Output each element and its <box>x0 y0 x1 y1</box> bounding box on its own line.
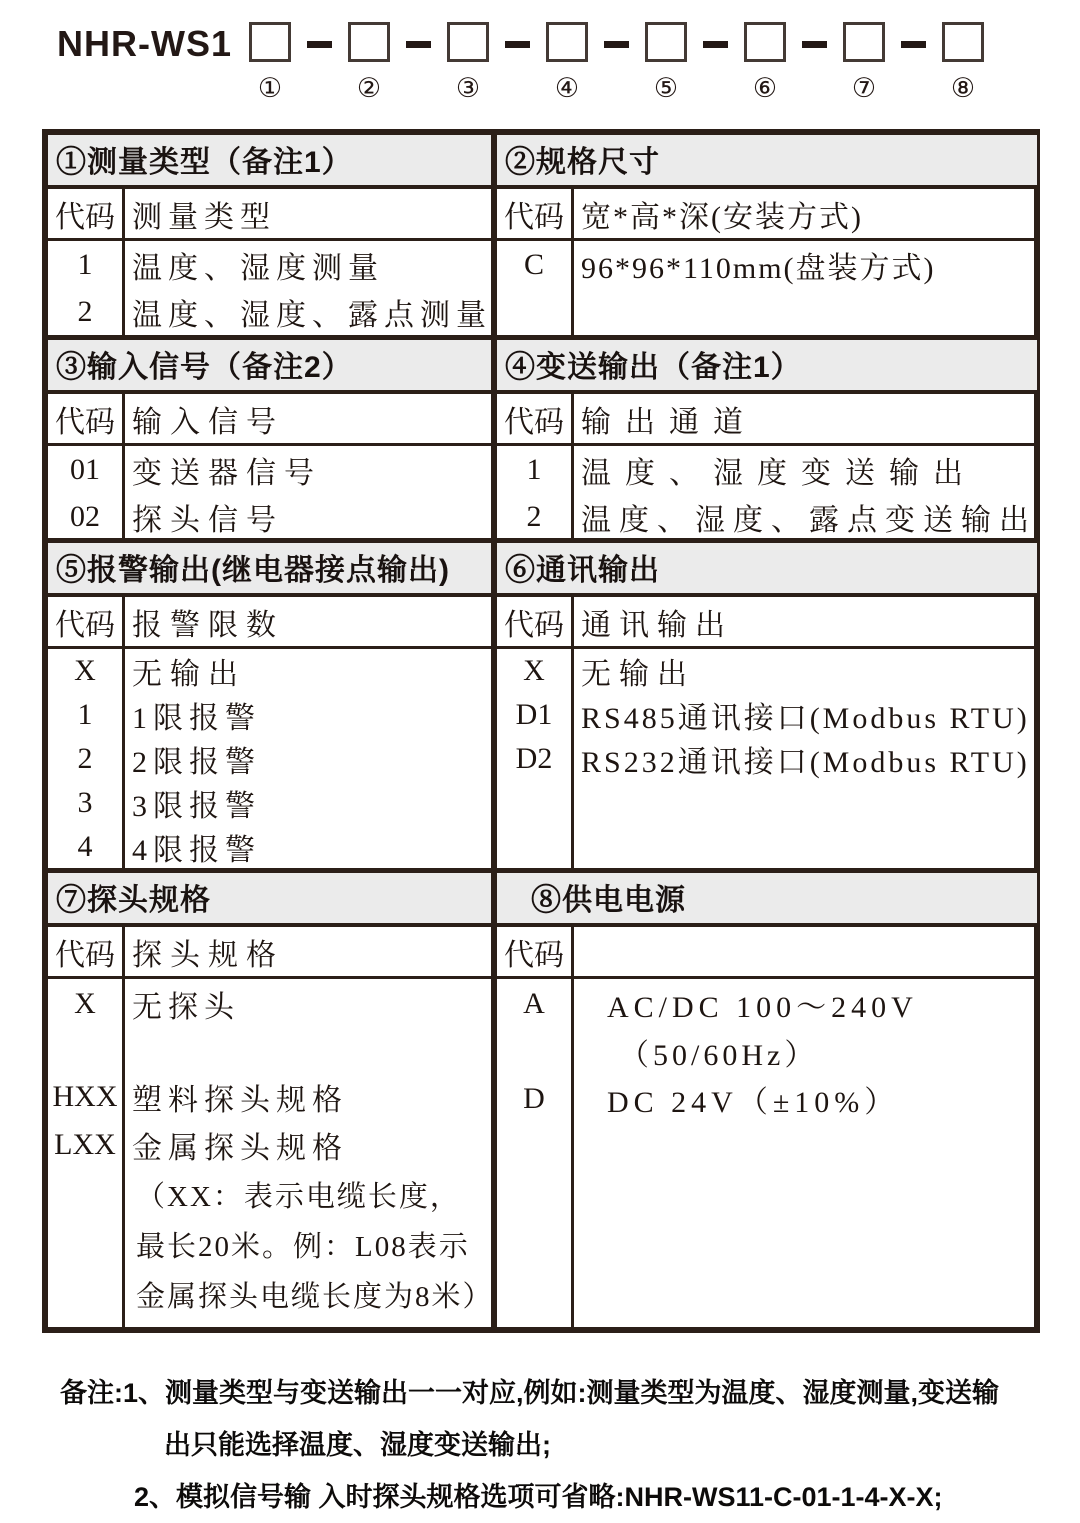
table-row <box>48 781 491 825</box>
desc-cell: 无探头 <box>132 991 240 1024</box>
table-header-row <box>48 394 491 446</box>
section-power-supply <box>497 868 1037 1327</box>
section-body <box>48 597 491 869</box>
desc-header: 报警限数 <box>132 608 284 642</box>
desc-header: 测量类型 <box>132 200 276 234</box>
table-row <box>48 288 491 335</box>
code-cell: D2 <box>515 742 553 775</box>
desc-cell: 96*96*110mm(盘装方式) <box>581 251 936 285</box>
code-cell: HXX <box>52 1080 118 1113</box>
desc-header: 输入信号 <box>132 405 284 439</box>
spec-table <box>42 129 1040 1333</box>
table-row <box>48 1269 494 1319</box>
desc-cell: 塑料探头规格 <box>132 1084 348 1117</box>
code-slot-2 <box>347 22 391 102</box>
code-box-2 <box>348 22 390 62</box>
code-box-1 <box>249 22 291 62</box>
code-cell: D1 <box>515 698 553 731</box>
slot-number-1: ① <box>257 73 283 104</box>
desc-cell: 温度、湿度、露点变送输出 <box>581 503 1037 537</box>
table-row <box>497 1075 1037 1123</box>
column-divider <box>122 189 125 335</box>
desc-cell: 温度、湿度变送输出 <box>581 456 977 490</box>
section-input-signal <box>48 335 497 538</box>
table-row <box>497 693 1037 737</box>
desc-cell: 4限报警 <box>132 834 261 867</box>
code-cell: 4 <box>77 830 93 863</box>
column-divider <box>571 597 574 868</box>
code-cell: LXX <box>54 1128 116 1161</box>
table-row <box>48 1073 491 1121</box>
table-row <box>48 493 491 540</box>
section-transmit-output <box>497 335 1037 538</box>
code-header: 代码 <box>55 200 115 234</box>
table-row <box>48 649 491 693</box>
desc-cell: 金属探头规格 <box>132 1132 348 1165</box>
code-slot-4 <box>545 22 589 102</box>
slot-number-5: ⑤ <box>653 73 679 104</box>
dash-separator <box>307 41 332 48</box>
section-title: ①测量类型（备注1） <box>48 135 491 189</box>
section-body <box>497 189 1037 335</box>
code-cell: 1 <box>526 452 542 486</box>
code-header: 代码 <box>504 200 564 234</box>
desc-cell: AC/DC 100～240V <box>607 991 918 1024</box>
code-header: 代码 <box>55 938 115 972</box>
code-cell: 1 <box>77 247 93 281</box>
code-slot-5 <box>644 22 688 102</box>
desc-cell: （50/60Hz） <box>619 1039 819 1072</box>
code-box-6 <box>744 22 786 62</box>
code-header: 代码 <box>55 608 115 642</box>
remark-line-2: 出只能选择温度、湿度变送输出; <box>164 1430 551 1460</box>
code-cell: C <box>523 247 544 281</box>
column-divider <box>571 189 574 335</box>
code-header: 代码 <box>504 405 564 439</box>
code-slot-1 <box>248 22 292 102</box>
slot-number-8: ⑧ <box>950 73 976 104</box>
desc-cell: RS232通讯接口(Modbus RTU) <box>581 746 1030 779</box>
dash-separator <box>604 41 629 48</box>
desc-cell: 无输出 <box>581 658 695 691</box>
desc-cell: 变送器信号 <box>132 456 322 490</box>
table-header-row <box>48 927 491 979</box>
slot-number-7: ⑦ <box>851 73 877 104</box>
column-divider <box>122 394 125 540</box>
section-body <box>497 394 1037 540</box>
table-row <box>48 1169 491 1219</box>
table-row <box>48 446 491 493</box>
table-row <box>48 737 491 781</box>
remark-line-1: 备注:1、测量类型与变送输出一一对应,例如:测量类型为温度、湿度测量,变送输 <box>60 1378 999 1408</box>
table-row <box>48 693 491 737</box>
code-cell: 01 <box>70 452 100 486</box>
desc-cell: 温度、湿度、露点测量 <box>132 298 492 332</box>
desc-cell: 探头信号 <box>132 503 284 537</box>
section-title: ⑦探头规格 <box>48 873 491 927</box>
code-slot-6 <box>743 22 787 102</box>
desc-header: 输出通道 <box>581 405 757 439</box>
slot-number-2: ② <box>356 73 382 104</box>
section-title: ⑥通讯输出 <box>497 543 1037 597</box>
desc-cell: 3限报警 <box>132 790 261 823</box>
section-probe-spec <box>48 868 497 1327</box>
code-cell: 2 <box>526 499 542 533</box>
column-divider <box>571 394 574 540</box>
desc-cell: （XX：表示电缆长度， <box>136 1180 461 1213</box>
table-row <box>48 825 491 869</box>
code-cell: X <box>523 654 545 687</box>
section-comm-output <box>497 538 1037 868</box>
table-header-row <box>48 597 491 649</box>
dash-separator <box>901 41 926 48</box>
code-header: 代码 <box>504 608 564 642</box>
slot-number-3: ③ <box>455 73 481 104</box>
code-cell: D <box>523 1082 545 1115</box>
code-cell: X <box>74 987 96 1020</box>
code-cell: 1 <box>77 698 93 731</box>
desc-cell: 无输出 <box>132 658 246 691</box>
section-body <box>497 597 1037 868</box>
dash-separator <box>505 41 530 48</box>
code-slot-7 <box>842 22 886 102</box>
table-header-row <box>497 189 1037 241</box>
code-cell: X <box>74 654 96 687</box>
section-body <box>497 927 1037 1327</box>
desc-cell: 金属探头电缆长度为8米） <box>136 1280 494 1313</box>
desc-cell: DC 24V（±10%） <box>607 1086 900 1119</box>
code-box-4 <box>546 22 588 62</box>
desc-cell: 1限报警 <box>132 702 261 735</box>
code-box-5 <box>645 22 687 62</box>
desc-cell: 最长20米。例：L08表示 <box>136 1230 470 1263</box>
section-title: ⑧供电电源 <box>497 873 1037 927</box>
desc-cell: 2限报警 <box>132 746 261 779</box>
section-title: ②规格尺寸 <box>497 135 1037 189</box>
table-row <box>48 1121 491 1169</box>
code-header: 代码 <box>504 938 564 972</box>
code-cell: 2 <box>77 742 93 775</box>
table-row <box>497 1029 1037 1075</box>
desc-cell: 温度、湿度测量 <box>132 251 384 285</box>
desc-cell: RS485通讯接口(Modbus RTU) <box>581 702 1030 735</box>
column-divider <box>122 597 125 869</box>
desc-header: 通讯输出 <box>581 608 733 642</box>
table-header-row <box>497 597 1037 649</box>
section-body <box>48 189 491 335</box>
table-header-row <box>497 394 1037 446</box>
section-title: ④变送输出（备注1） <box>497 340 1037 394</box>
column-divider <box>571 927 574 1327</box>
slot-number-6: ⑥ <box>752 73 778 104</box>
slot-number-4: ④ <box>554 73 580 104</box>
code-cell: 02 <box>70 499 100 533</box>
code-cell: 3 <box>77 786 93 819</box>
desc-header: 探头规格 <box>132 938 284 972</box>
section-measure-type <box>48 135 497 335</box>
table-row <box>497 737 1037 781</box>
dash-separator <box>703 41 728 48</box>
table-row <box>497 241 1037 288</box>
table-row <box>48 979 491 1029</box>
code-cell: A <box>523 987 545 1020</box>
section-title: ⑤报警输出(继电器接点输出) <box>48 543 491 597</box>
section-alarm-output <box>48 538 497 868</box>
model-name: NHR-WS1 <box>57 23 232 64</box>
column-divider <box>122 927 125 1327</box>
section-body <box>48 927 494 1327</box>
code-slot-3 <box>446 22 490 102</box>
remarks <box>60 1367 1080 1523</box>
code-cell: 2 <box>77 294 93 328</box>
remark-line-3: 2、模拟信号输 入时探头规格选项可省略:NHR-WS11-C-01-1-4-X-X; <box>134 1482 943 1512</box>
table-row <box>497 979 1037 1029</box>
code-slot-8 <box>941 22 985 102</box>
section-size <box>497 135 1037 335</box>
table-row <box>48 1219 491 1269</box>
dash-separator <box>406 41 431 48</box>
table-row <box>48 241 491 288</box>
code-box-8 <box>942 22 984 62</box>
code-header: 代码 <box>55 405 115 439</box>
dash-separator <box>802 41 827 48</box>
section-title: ③输入信号（备注2） <box>48 340 491 394</box>
table-header-row <box>497 927 1037 979</box>
table-header-row <box>48 189 491 241</box>
table-row <box>497 446 1037 493</box>
code-box-7 <box>843 22 885 62</box>
section-body <box>48 394 491 540</box>
ordering-code-bar <box>57 22 1080 102</box>
table-row <box>497 493 1037 540</box>
desc-header: 宽*高*深(安装方式) <box>581 200 863 234</box>
code-box-3 <box>447 22 489 62</box>
table-row <box>497 649 1037 693</box>
